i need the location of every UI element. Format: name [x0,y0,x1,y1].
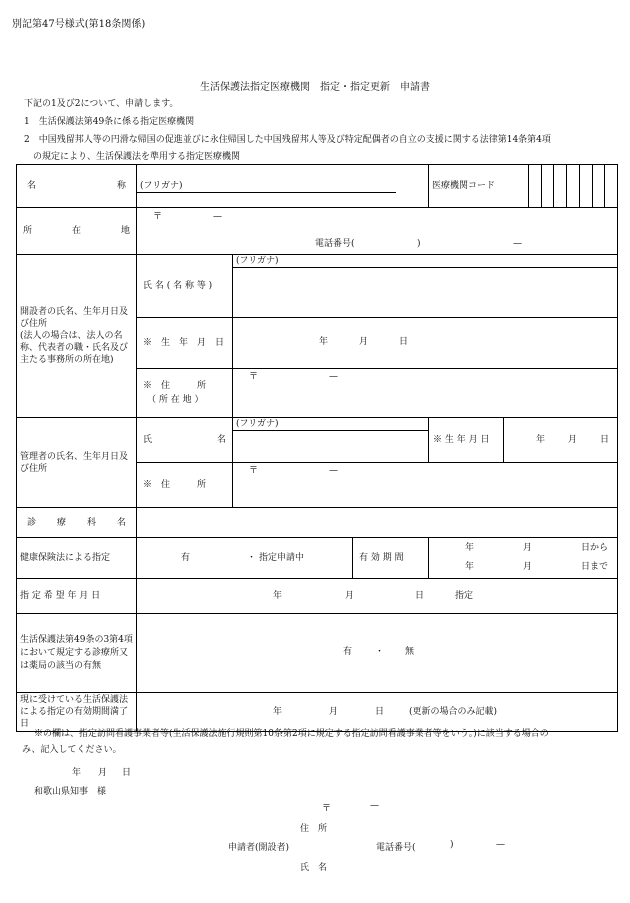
application-table [16,164,618,732]
footnote-line2: み、記入してください。 [22,745,122,755]
applicant-postal-mark: 〒 [322,804,332,814]
insurance-value[interactable]: 有 ・ 指定申請中 [137,538,353,579]
manager-address-field[interactable]: 〒 — [233,463,618,508]
facility-code-boxes[interactable] [528,165,617,207]
applicant-phone-dash: — [496,840,505,850]
department-field[interactable] [137,508,618,538]
desired-date-label: 指 定 希 望 年 月 日 [17,579,137,614]
form-title: 生活保護法指定医療機関 指定・指定更新 申請書 [200,82,430,93]
name-field[interactable]: (フリガナ) [137,165,429,208]
founder-name-label: 氏 名 ( 名 称 等 ) [137,255,233,318]
date-month: 月 [98,768,108,778]
item-2-line2: の規定により、生活保護法を準用する指定医療機関 [33,152,241,162]
valid-period-field[interactable]: 年 月 日から 年 月 日まで [429,538,618,579]
manager-address-label: ※ 住 所 [137,463,233,508]
founder-birth-field[interactable]: 年 月 日 [233,318,618,369]
pharmacy-label: 生活保護法第49条の3第4項において規定する診療所又は薬局の該当の有無 [17,614,137,693]
item-2-line1: 2 中国残留邦人等の円滑な帰国の促進並びに永住帰国した中国残留邦人等及び特定配偶者の自立の支援に関する法律第14条第4項 [24,135,551,145]
manager-birth-field[interactable]: 年 月 日 [504,418,618,463]
founder-label: 開設者の氏名、生年月日及び住所 (法人の場合は、法人の名称、代表者の職・氏名及び主たる事務所の所在地) [17,255,137,418]
manager-name-label: 氏 名 [137,418,233,463]
facility-code-cell [429,165,618,208]
footnote-line1: ※の欄は、指定訪問看護事業者等(生活保護法施行規則第10条第2項に規定する指定訪問看護事業者等をいう。)に該当する場合の [34,729,549,739]
item-1: 1 生活保護法第49条に係る指定医療機関 [24,117,195,127]
applicant-name-label: 氏 名 [300,863,328,873]
pharmacy-value[interactable]: 有 ・ 無 [137,614,618,693]
insurance-label: 健康保険法による指定 [17,538,137,579]
date-year: 年 [72,768,82,778]
manager-birth-label: ※ 生 年 月 日 [429,418,504,463]
applicant-label: 申請者(開設者) [228,843,290,853]
addressee: 和歌山県知事 様 [34,787,107,797]
address-label: 所 在 地 [17,208,137,255]
founder-birth-label: ※ 生 年 月 日 [137,318,233,369]
applicant-phone-label: 電話番号( [376,843,416,853]
desired-date-field[interactable]: 年 月 日 指定 [137,579,618,614]
facility-code-label: 医療機関コード [432,181,496,191]
current-expiry-label: 現に受けている生活保護法による指定の有効期間満了日 [17,693,137,732]
intro-text: 下記の1及び2について、申請します。 [24,99,179,109]
address-field[interactable]: 〒 — 電話番号( ) — [137,208,618,255]
applicant-address-label: 住 所 [300,824,328,834]
current-expiry-field[interactable]: 年 月 日 (更新の場合のみ記載) [137,693,618,732]
manager-label: 管理者の氏名、生年月日及び住所 [17,418,137,508]
founder-address-field[interactable]: 〒 — [233,369,618,418]
department-label: 診 療 科 名 [17,508,137,538]
manager-name-field[interactable]: (フリガナ) [233,418,429,463]
founder-name-field[interactable]: (フリガナ) [233,255,618,318]
valid-period-label: 有 効 期 間 [353,538,429,579]
applicant-phone-close: ) [450,840,454,850]
applicant-postal-dash: — [370,801,379,811]
date-day: 日 [122,768,132,778]
name-label: 名 称 [17,165,137,208]
form-number: 別記第47号様式(第18条関係) [12,19,146,30]
founder-address-label: ※ 住 所 （ 所 在 地 ） [137,369,233,418]
